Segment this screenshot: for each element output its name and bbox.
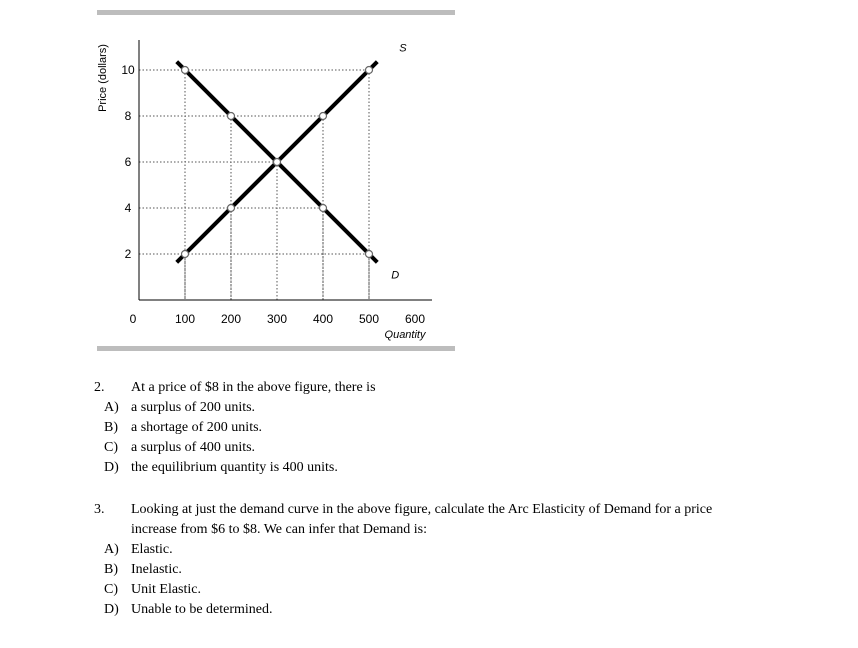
question-3 (94, 502, 834, 642)
y-axis-label: Price (dollars) (97, 44, 109, 112)
option-letter: D) (104, 460, 119, 475)
x-tick-label: 0 (129, 312, 137, 326)
x-tick-label: 500 (358, 312, 380, 326)
y-tick-label: 10 (121, 63, 135, 77)
data-point (228, 205, 235, 212)
data-point (320, 205, 327, 212)
x-tick-label: 600 (404, 312, 426, 326)
data-point (366, 67, 373, 74)
question-number: 2. (94, 380, 105, 395)
answer-option[interactable]: the equilibrium quantity is 400 units. (131, 460, 338, 475)
series-label-S: S (399, 42, 407, 55)
answer-option[interactable]: Unit Elastic. (131, 582, 201, 597)
x-tick-label: 100 (174, 312, 196, 326)
question-text-line: At a price of $8 in the above figure, there is (131, 380, 376, 395)
option-letter: C) (104, 440, 118, 455)
x-tick-label: 200 (220, 312, 242, 326)
question-text-line: increase from $6 to $8. We can infer that Demand is: (131, 522, 428, 537)
answer-option[interactable]: Unable to be determined. (131, 602, 273, 617)
answer-option[interactable]: a shortage of 200 units. (131, 420, 263, 435)
answer-option[interactable]: Elastic. (131, 542, 173, 557)
data-point (182, 67, 189, 74)
y-tick-label: 4 (124, 201, 132, 215)
option-letter: A) (104, 542, 119, 557)
series-label-D: D (391, 269, 400, 282)
question-2 (94, 380, 834, 520)
question-text-line: Looking at just the demand curve in the above figure, calculate the Arc Elasticity of Demand for a price (131, 502, 713, 517)
option-letter: D) (104, 602, 119, 617)
data-point (182, 251, 189, 258)
answer-option[interactable]: a surplus of 200 units. (131, 400, 256, 415)
y-tick-label: 6 (124, 155, 132, 169)
data-point (366, 251, 373, 258)
x-tick-label: 400 (312, 312, 334, 326)
y-tick-label: 2 (124, 247, 132, 261)
x-tick-label: 300 (266, 312, 288, 326)
answer-option[interactable]: Inelastic. (131, 562, 182, 577)
option-letter: B) (104, 420, 118, 435)
y-tick-label: 8 (124, 109, 132, 123)
option-letter: C) (104, 582, 118, 597)
option-letter: B) (104, 562, 118, 577)
question-number: 3. (94, 502, 105, 517)
option-letter: A) (104, 400, 119, 415)
answer-option[interactable]: a surplus of 400 units. (131, 440, 256, 455)
data-point (274, 159, 281, 166)
data-point (320, 113, 327, 120)
x-axis-label: Quantity (384, 329, 426, 341)
data-point (228, 113, 235, 120)
